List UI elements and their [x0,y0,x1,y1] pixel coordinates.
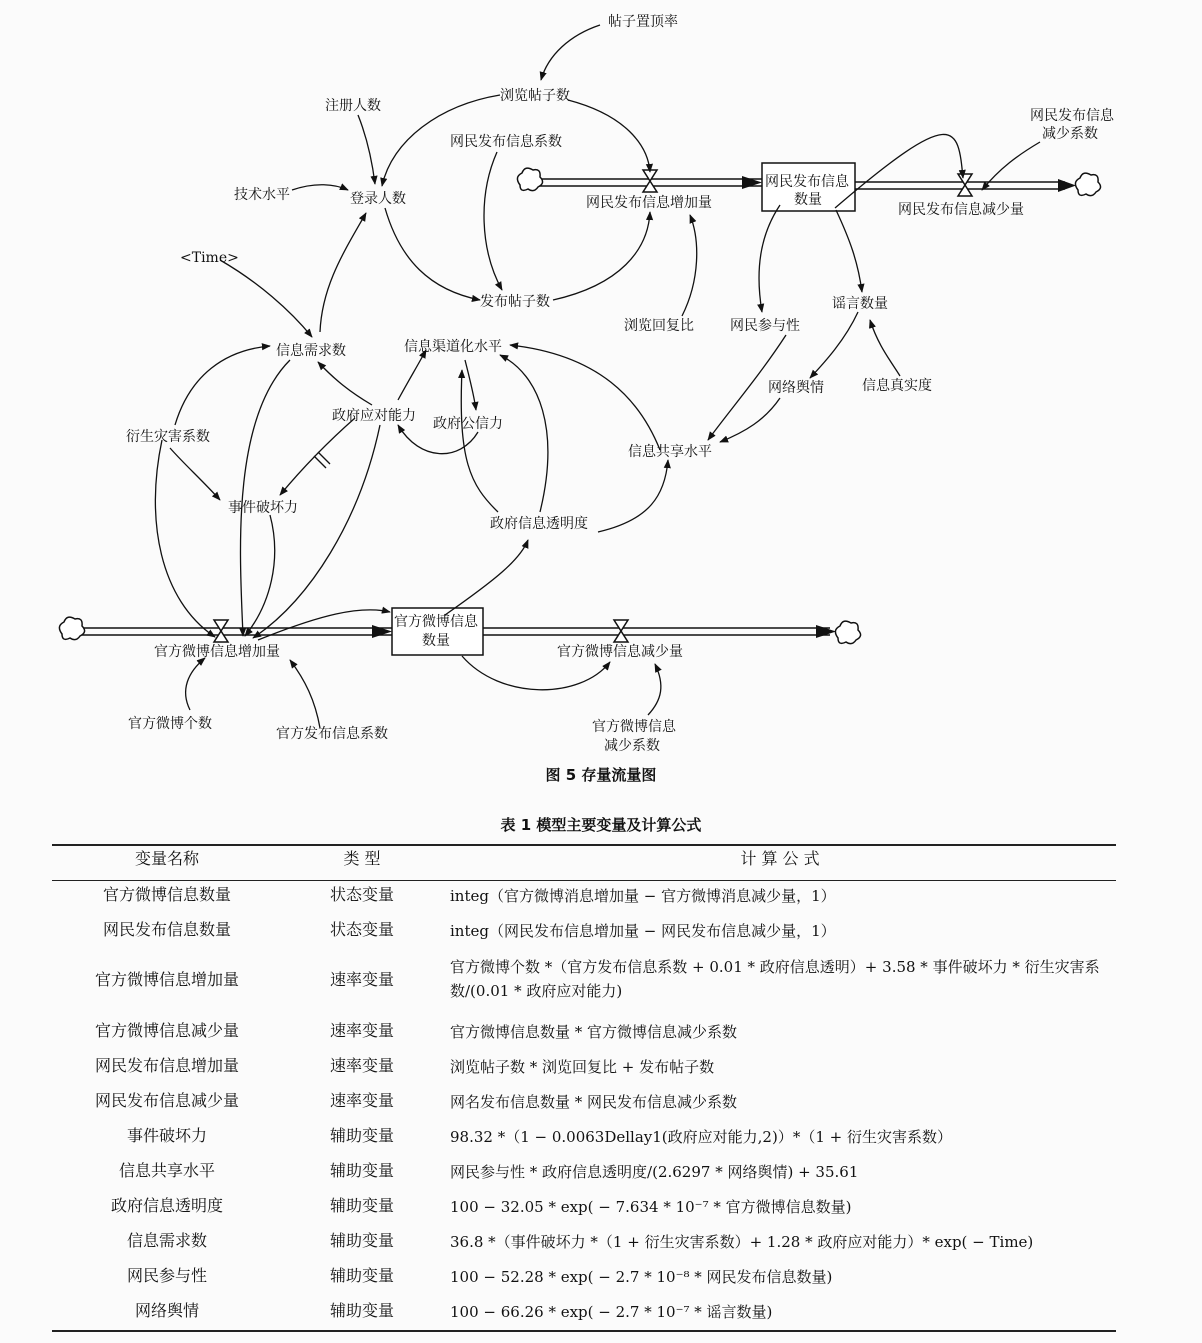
header-type: 类 型 [343,849,381,868]
label-gov-credibility: 政府公信力 [433,416,503,432]
row-type: 辅助变量 [329,1126,394,1145]
label-gov-info-transparency: 政府信息透明度 [490,516,588,532]
table-bottom-rule [52,1330,1116,1332]
row-name: 官方微博信息减少量 [94,1021,239,1040]
row-type: 速率变量 [329,1091,394,1110]
row-type: 状态变量 [329,885,394,904]
cloud-source-official-icon [59,617,84,640]
label-network-opinion: 网络舆情 [768,380,824,396]
row-formula: 网民参与性 * 政府信息透明度/(2.6297 * 网络舆情) + 35.61 [450,1163,859,1181]
label-official-weibo-count: 官方微博个数 [128,716,212,732]
netizen-flow-arrow-in [742,176,762,189]
row-type: 辅助变量 [329,1196,394,1215]
row-type: 辅助变量 [329,1161,394,1180]
row-formula: 100 − 66.26 * exp( − 2.7 * 10⁻⁷ * 谣言数量) [450,1303,773,1321]
valve-netizen-increase-icon [643,170,657,192]
label-official-info-decrease: 官方微博信息减少量 [557,644,683,660]
label-netizen-decrease-coef-1: 网民发布信息 [1030,108,1114,124]
label-browse-posts: 浏览帖子数 [500,88,570,104]
row-type: 辅助变量 [329,1266,394,1285]
row-formula: 98.32 *（1 − 0.0063Dellay1(政府应对能力,2)）*（1 + 衍生灾害系数） [450,1128,952,1146]
label-post-pin-rate: 帖子置顶率 [608,14,678,30]
label-official-info-stock-2: 数量 [422,633,450,649]
netizen-flow-arrow-out [1058,179,1076,192]
label-official-info-coefficient: 官方发布信息系数 [276,726,388,742]
label-official-decrease-coef-1: 官方微博信息 [592,719,676,735]
row-type: 辅助变量 [329,1231,394,1250]
table-header-rule [52,880,1116,881]
row-formula: integ（网民发布信息增加量 − 网民发布信息减少量，1） [450,922,836,940]
row-formula: 100 − 32.05 * exp( − 7.634 * 10⁻⁷ * 官方微博信息数量) [450,1198,852,1216]
row-name: 网民参与性 [126,1266,207,1285]
cloud-source-netizen-icon [517,168,542,191]
label-official-decrease-coef-2: 减少系数 [604,738,660,754]
row-name: 网民发布信息数量 [102,920,231,939]
label-netizen-info-stock-1: 网民发布信息 [765,174,849,190]
label-netizen-info-increase: 网民发布信息增加量 [586,195,712,211]
row-formula: 官方微博个数 *（官方发布信息系数 + 0.01 * 政府信息透明）+ 3.58 * 事件破坏力 * 衍生灾害系数/(0.01 * 政府应对能力) [450,958,1100,1000]
figure-caption: 图 5 存量流量图 [545,766,657,784]
row-name: 信息共享水平 [118,1161,215,1180]
label-info-authenticity: 信息真实度 [862,378,932,394]
row-name: 网络舆情 [134,1301,199,1320]
row-type: 速率变量 [329,970,394,989]
row-name: 信息需求数 [126,1231,207,1250]
label-info-channel-level: 信息渠道化水平 [404,339,502,355]
valve-netizen-decrease-icon [958,174,972,196]
row-formula: 浏览帖子数 * 浏览回复比 + 发布帖子数 [450,1058,715,1076]
label-browse-reply-ratio: 浏览回复比 [624,318,694,334]
row-name: 政府信息透明度 [110,1196,223,1215]
row-formula: 100 − 52.28 * exp( − 2.7 * 10⁻⁸ * 网民发布信息数量) [450,1268,833,1286]
label-login-users: 登录人数 [350,191,406,207]
row-type: 速率变量 [329,1056,394,1075]
row-name: 网民发布信息增加量 [94,1056,239,1075]
row-formula: integ（官方微博消息增加量 − 官方微博消息减少量，1） [450,887,836,905]
label-rumor-count: 谣言数量 [832,296,888,312]
causal-links [155,25,1040,728]
label-official-info-increase: 官方微博信息增加量 [154,644,280,660]
label-netizen-info-stock-2: 数量 [794,192,822,208]
row-type: 辅助变量 [329,1301,394,1320]
official-flow-arrow-in [372,625,392,638]
label-gov-response-ability: 政府应对能力 [332,408,416,424]
label-netizen-participation: 网民参与性 [730,318,800,334]
row-type: 速率变量 [329,1021,394,1040]
row-formula: 官方微博信息数量 * 官方微博信息减少系数 [450,1023,738,1041]
row-name: 官方微博信息数量 [102,885,231,904]
label-netizen-info-decrease: 网民发布信息减少量 [898,202,1024,218]
label-info-demand: 信息需求数 [276,343,346,359]
table-caption: 表 1 模型主要变量及计算公式 [500,816,702,834]
label-netizen-info-coefficient: 网民发布信息系数 [450,134,562,150]
label-registered-users: 注册人数 [325,98,381,114]
label-event-destructiveness: 事件破坏力 [228,500,298,516]
valve-official-increase-icon [214,620,228,642]
row-formula: 网名发布信息数量 * 网民发布信息减少系数 [450,1093,738,1111]
label-tech-level: 技术水平 [234,187,290,203]
cloud-sink-official-icon [835,621,860,644]
row-name: 网民发布信息减少量 [94,1091,239,1110]
label-time: <Time> [180,250,239,266]
header-formula: 计 算 公 式 [740,849,820,868]
row-name: 事件破坏力 [126,1126,207,1145]
label-posts-published: 发布帖子数 [480,294,550,310]
valve-official-decrease-icon [614,620,628,642]
row-formula: 36.8 *（事件破坏力 *（1 + 衍生灾害系数）+ 1.28 * 政府应对能力）* exp( − Time) [450,1233,1034,1251]
label-derived-disaster-coef: 衍生灾害系数 [126,429,210,445]
row-type: 状态变量 [329,920,394,939]
header-var-name: 变量名称 [134,849,199,868]
cloud-sink-netizen-icon [1075,173,1100,196]
label-info-sharing-level: 信息共享水平 [628,444,712,460]
label-official-info-stock-1: 官方微博信息 [394,614,478,630]
label-netizen-decrease-coef-2: 减少系数 [1042,126,1098,142]
official-flow-arrow-out [816,625,836,638]
row-name: 官方微博信息增加量 [94,970,239,989]
